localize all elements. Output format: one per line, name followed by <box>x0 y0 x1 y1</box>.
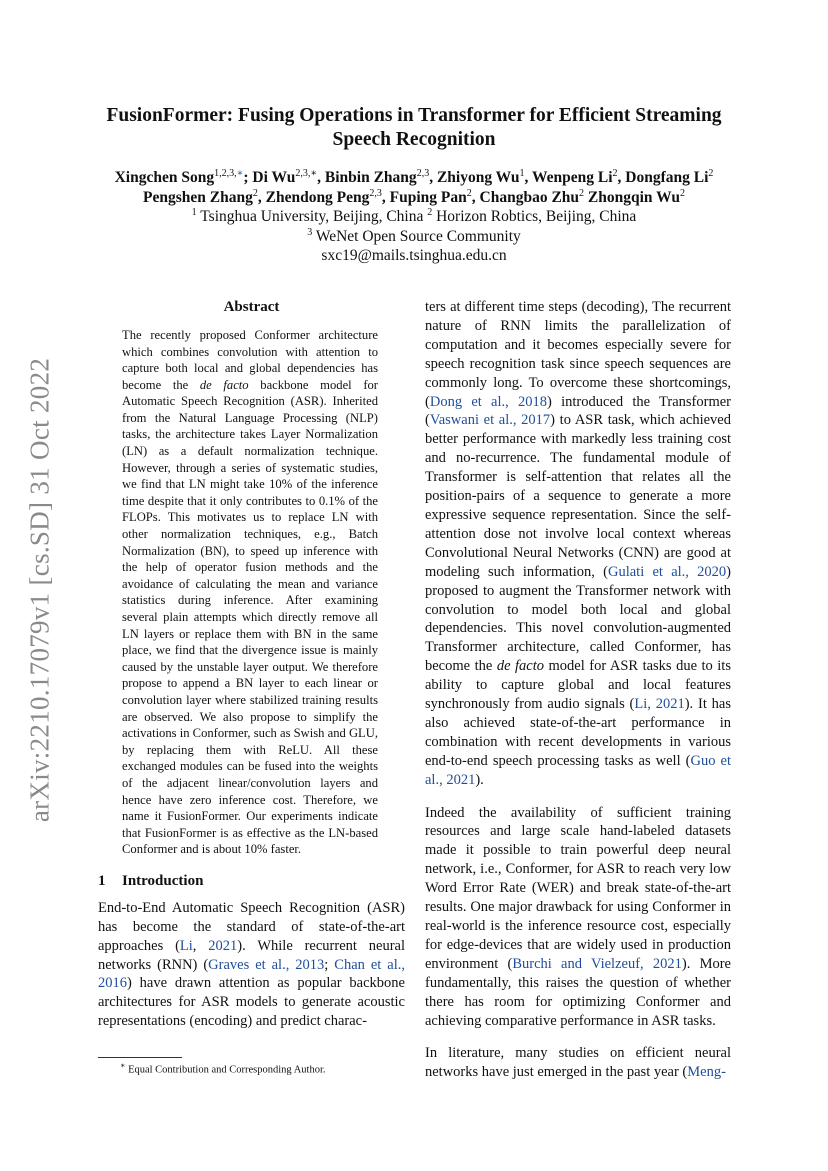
citation-link[interactable]: Burchi and Vielzeuf, 2021 <box>512 955 682 972</box>
citation-link[interactable]: Li, 2021 <box>634 696 685 713</box>
affiliation-3: WeNet Open Source Community <box>315 227 521 245</box>
affiliation-2: Horizon Robtics, Beijing, China <box>436 208 637 225</box>
affiliation-line-2: $^3$ WeNet Open Source Community <box>307 226 521 245</box>
footnote-divider <box>98 1057 182 1058</box>
intro-paragraph-1: End-to-End Automatic Speech Recognition (ASR) has become the standard of state-of-the-art approaches (Li, 2021). While recurrent neural networks (RNN) (Graves et al., 2013; Chan et al., 2016) have drawn attention as popular backbone architectures for ASR models to generate acoustic representations (encoding) and predict charac- <box>98 899 406 1030</box>
abstract-body: The recently proposed Conformer architecture which combines convolution with attention to capture both local and global dependencies has become the de facto backbone model for Automatic Speech Recognition (ASR). Inherited from the Natural Language Processing (NLP) tasks, the architecture takes Layer Normalization (LN) as a default normalization technique. However, through a series of systematic studies, we find that LN might take 10% of the inference time despite that it only contributes to 0.1% of the FLOPs. This motivates us to replace LN with other normalization techniques, e.g., Batch Normalization (BN), to speed up inference with the help of operator fusion methods and the avoidance of calculating the mean and variance statistics during inference. After examining several plain attempts which directly remove all LN layers or replace them with BN in the same place, we find that the divergence issue is mainly caused by the unstable layer output. We therefore propose to append a BN layer to each linear or convolution layer where stabilized training results are observed. We also propose to simplify the activations in Conformer, such as Swish and GLU, by replacing them with ReLU. All these exchanged modules can be fused into the weights of the adjacent linear/convolution layers and hence have zero inference cost. Therefore, we name it FusionFormer. Our experiments indicate that FusionFormer is as effective as the LN-based Conformer and is about 10% faster. <box>122 327 379 857</box>
author-names: Xingchen Song$^{1,2,3,∗}$; Di $Wu^{2,3,∗}$, Binbin Zhang$^{2,3}$, Zhiyong Wu$^1$, Wenpeng Li$^2$, Dongfang Li$^2$ Pengshen Zhang$^2$, Zhendong Peng$^{2,3}$, Fuping Pan$^2$, Changbao Zhu$^2$ Zhongqin Wu$^2$ <box>114 168 714 206</box>
abstract-heading: Abstract <box>223 299 280 315</box>
left-column <box>98 298 405 1045</box>
arxiv-identifier: arXiv:2210.17079v1 [cs.SD] 31 Oct 2022 <box>24 357 55 823</box>
citation-link[interactable]: Graves et al., 2013 <box>208 956 325 973</box>
citation-link[interactable]: Dong et al., 2018 <box>429 393 547 410</box>
citation-link[interactable]: Chan et al., 2016 <box>98 956 405 992</box>
affiliation-line-1: $^1$ Tsinghua University, Beijing, China $^2$ Horizon Robtics, Beijing, China <box>191 207 637 225</box>
title-line-2: Speech Recognition <box>332 129 496 150</box>
paper-title <box>80 104 748 152</box>
arxiv-sidebar-stamp <box>16 310 64 870</box>
citation-link[interactable]: Gulati et al., 2020 <box>608 563 727 580</box>
citation-link[interactable]: Guo et al., 2021 <box>425 752 731 788</box>
intro-paragraph-3: In literature, many studies on efficient neural networks have just emerged in the past year (Meng- <box>425 1045 731 1081</box>
section-title: Introduction <box>122 872 204 889</box>
intro-paragraph-2: Indeed the availability of sufficient training resources and large scale hand-labeled datasets made it possible to train powerful deep neural network, i.e., Conformer, for ASR to reach very low Word Error Rate (WER) and break state-of-the-art results. One major drawback for using Conformer in real-world is the inference resource cost, especially for edge-devices that are widely used in production environment (Burchi and Vielzeuf, 2021). More fundamentally, this raises the question of whether there has room for optimizing Conformer and achieving comparative performance in ASR tasks. <box>425 804 731 1029</box>
contact-email[interactable]: sxc19@mails.tsinghua.edu.cn <box>321 247 507 264</box>
citation-link[interactable]: Meng- <box>687 1064 726 1081</box>
citation-link[interactable]: 2021 <box>208 937 238 954</box>
footnote: ∗ Equal Contribution and Corresponding Author. <box>120 1061 326 1076</box>
citation-link[interactable]: Li <box>179 937 193 954</box>
right-column <box>425 298 731 1096</box>
title-line-1: FusionFormer: Fusing Operations in Transformer for Efficient Streaming <box>106 105 722 126</box>
author-block <box>70 168 758 266</box>
footnote-text: Equal Contribution and Corresponding Author. <box>128 1064 326 1076</box>
section-heading-introduction <box>98 872 405 891</box>
affiliation-1: Tsinghua University, Beijing, China <box>200 208 424 225</box>
intro-paragraph-1-cont: ters at different time steps (decoding), The recurrent nature of RNN limits the parallelization of computation and it becomes especially severe for speech recognition task since speech sequences are commonly long. To overcome these shortcomings, (Dong et al., 2018) introduced the Transformer (Vaswani et al., 2017) to ASR task, which achieved better performance with markedly less training cost and no-recurrence. The fundamental module of Transformer is self-attention that relates all the position-pairs of a sequence to generate a more expressive sequence representation. Since the self-attention dose not involve local context whereas Convolutional Neural Networks (CNN) are good at modeling such information, (Gulati et al., 2020) proposed to augment the Transformer network with convolution to model both local and global dependencies. This novel convolution-augmented Transformer architecture, called Conformer, has become the de facto model for ASR tasks due to its ability to capture global and local features synchronously from audio signals (Li, 2021). It has also achieved state-of-the-art performance in combination with recent developments in various end-to-end speech processing tasks as well (Guo et al., 2021). <box>425 299 732 788</box>
citation-link[interactable]: Vaswani et al., 2017 <box>429 412 551 429</box>
section-number: 1 <box>98 872 106 889</box>
